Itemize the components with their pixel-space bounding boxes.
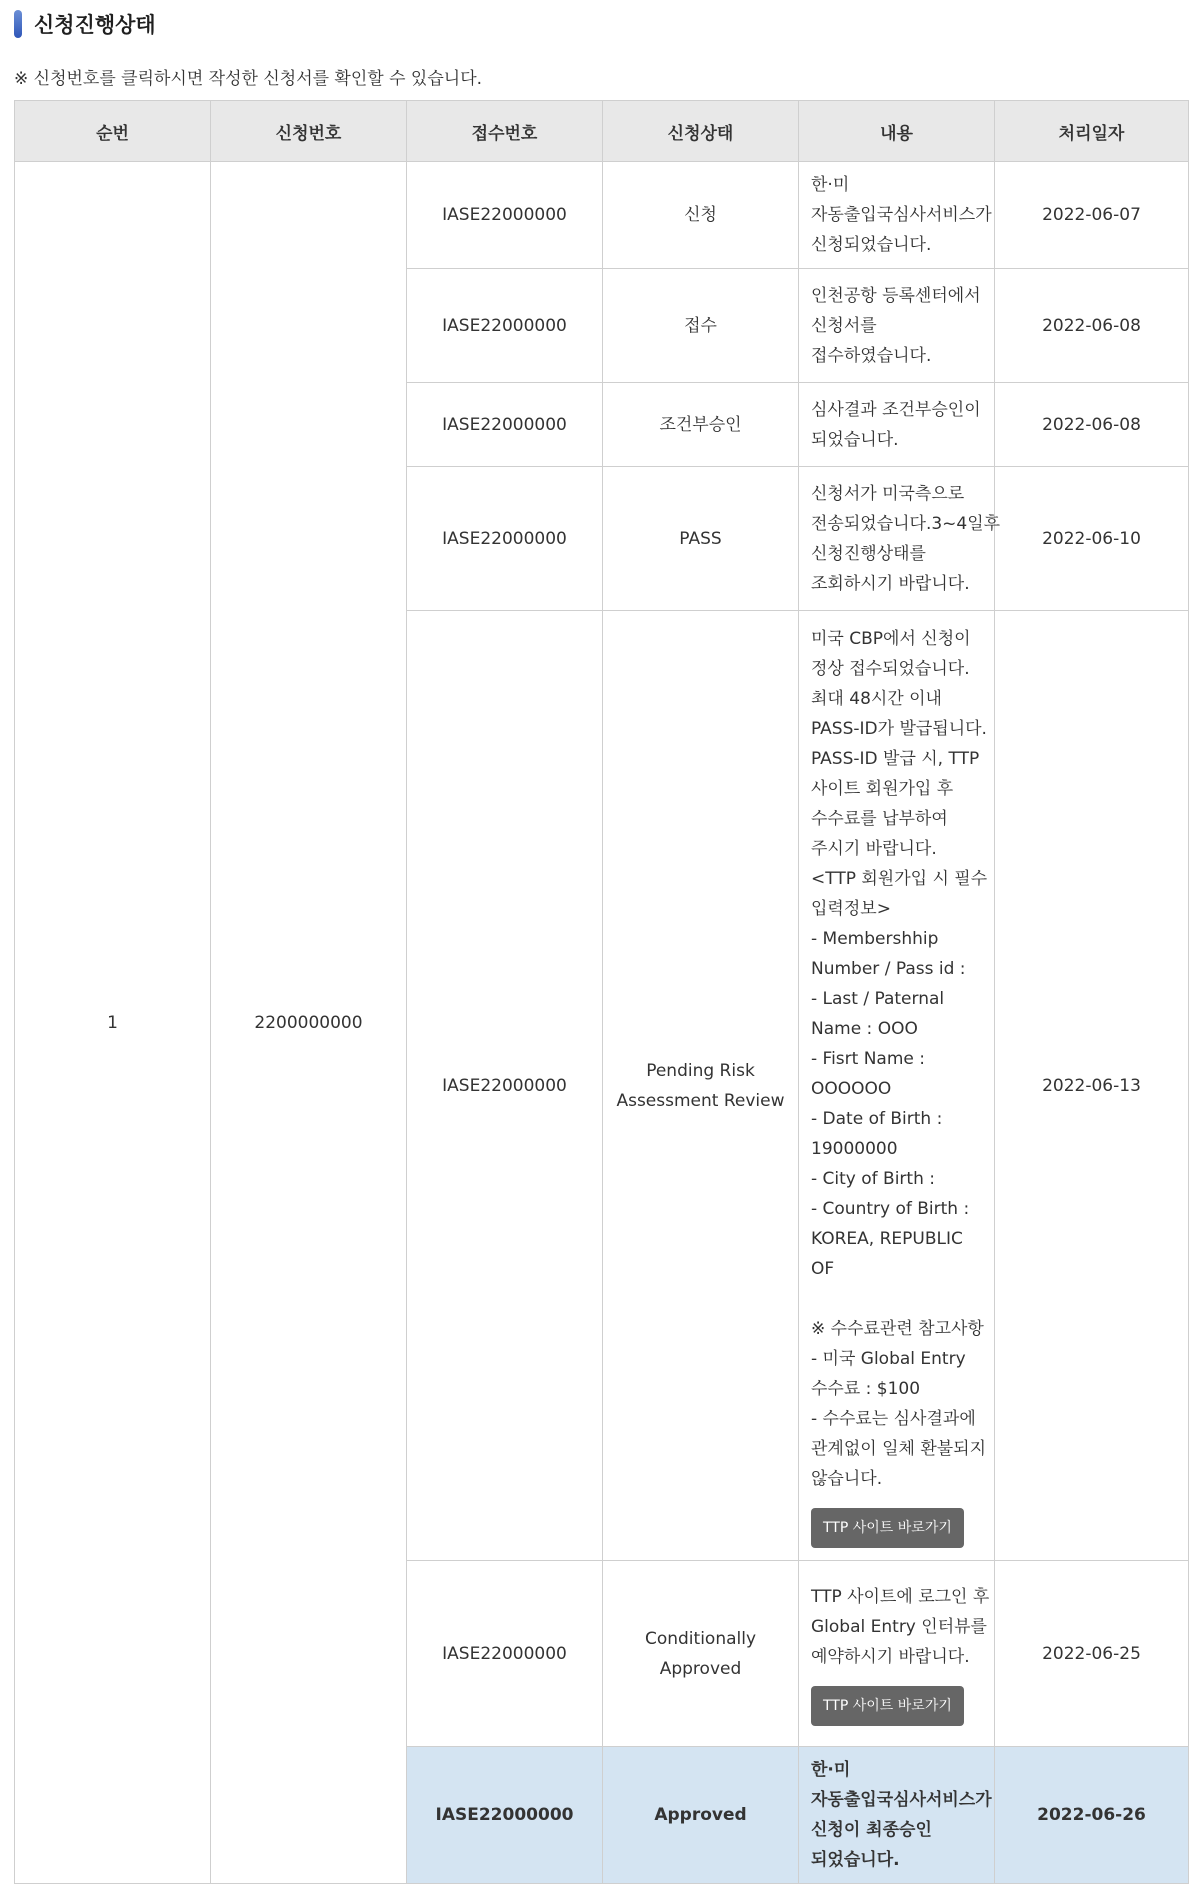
receipt-number: IASE22000000 bbox=[407, 162, 603, 269]
date-cell: 2022-06-13 bbox=[995, 611, 1189, 1561]
date-cell: 2022-06-25 bbox=[995, 1561, 1189, 1747]
header-app-no: 신청번호 bbox=[211, 101, 407, 162]
ttp-site-button[interactable]: TTP 사이트 바로가기 bbox=[811, 1686, 964, 1726]
table-header-row bbox=[15, 101, 1189, 162]
receipt-number: IASE22000000 bbox=[407, 1561, 603, 1747]
date-cell: 2022-06-08 bbox=[995, 269, 1189, 383]
receipt-number: IASE22000000 bbox=[407, 467, 603, 611]
table-row bbox=[15, 162, 1189, 269]
notice-text: ※ 신청번호를 클릭하시면 작성한 신청서를 확인할 수 있습니다. bbox=[14, 69, 483, 89]
receipt-number: IASE22000000 bbox=[407, 1747, 603, 1884]
page-title: 신청진행상태 bbox=[34, 13, 156, 37]
receipt-number: IASE22000000 bbox=[407, 269, 603, 383]
seq-cell: 1 bbox=[15, 162, 211, 1884]
header-content: 내용 bbox=[799, 101, 995, 162]
content-cell bbox=[799, 1561, 995, 1747]
receipt-number: IASE22000000 bbox=[407, 383, 603, 467]
content-cell: 인천공항 등록센터에서 신청서를 접수하였습니다. bbox=[799, 269, 995, 383]
header-date: 처리일자 bbox=[995, 101, 1189, 162]
date-cell: 2022-06-07 bbox=[995, 162, 1189, 269]
content-text: TTP 사이트에 로그인 후 Global Entry 인터뷰를 예약하시기 바랍니다. bbox=[811, 1586, 990, 1667]
content-cell: 한·미 자동출입국심사서비스가 신청되었습니다. bbox=[799, 162, 995, 269]
section-heading bbox=[14, 10, 156, 38]
date-cell: 2022-06-26 bbox=[995, 1747, 1189, 1884]
status-cell: 접수 bbox=[603, 269, 799, 383]
content-cell: 심사결과 조건부승인이 되었습니다. bbox=[799, 383, 995, 467]
content-cell bbox=[799, 611, 995, 1561]
content-cell: 신청서가 미국측으로 전송되었습니다.3~4일후 신청진행상태를 조회하시기 바랍니다. bbox=[799, 467, 995, 611]
date-cell: 2022-06-10 bbox=[995, 467, 1189, 611]
status-cell: 조건부승인 bbox=[603, 383, 799, 467]
title-bullet-icon bbox=[14, 10, 22, 38]
content-text: 미국 CBP에서 신청이 정상 접수되었습니다. 최대 48시간 이내 PASS-ID가 발급됩니다. PASS-ID 발급 시, TTP 사이트 회원가입 후 수수료를 납부하여 주시기 바랍니다. <TTP 회원가입 시 필수 입력정보> - Membershhip Number / Pass id : - Last / Paternal Name : OOO - Fisrt Name : OOOOOO - Date of Birth : 19000000 - City of Birth : - Country of Birth : KOREA, REPUBLIC OF ※ 수수료관련 참고사항 - 미국 Global Entry 수수료 : $100 - 수수료는 심사결과에 관계없이 일체 환불되지 않습니다. bbox=[811, 628, 988, 1489]
status-cell: Approved bbox=[603, 1747, 799, 1884]
header-status: 신청상태 bbox=[603, 101, 799, 162]
application-number-link[interactable]: 2200000000 bbox=[211, 162, 407, 1884]
status-cell: 신청 bbox=[603, 162, 799, 269]
status-cell: PASS bbox=[603, 467, 799, 611]
ttp-site-button[interactable]: TTP 사이트 바로가기 bbox=[811, 1508, 964, 1548]
status-cell: Pending Risk Assessment Review bbox=[603, 611, 799, 1561]
header-receipt-no: 접수번호 bbox=[407, 101, 603, 162]
receipt-number: IASE22000000 bbox=[407, 611, 603, 1561]
header-seq: 순번 bbox=[15, 101, 211, 162]
date-cell: 2022-06-08 bbox=[995, 383, 1189, 467]
status-cell: Conditionally Approved bbox=[603, 1561, 799, 1747]
content-cell: 한·미 자동출입국심사서비스가 신청이 최종승인 되었습니다. bbox=[799, 1747, 995, 1884]
application-status-table bbox=[14, 100, 1189, 1884]
